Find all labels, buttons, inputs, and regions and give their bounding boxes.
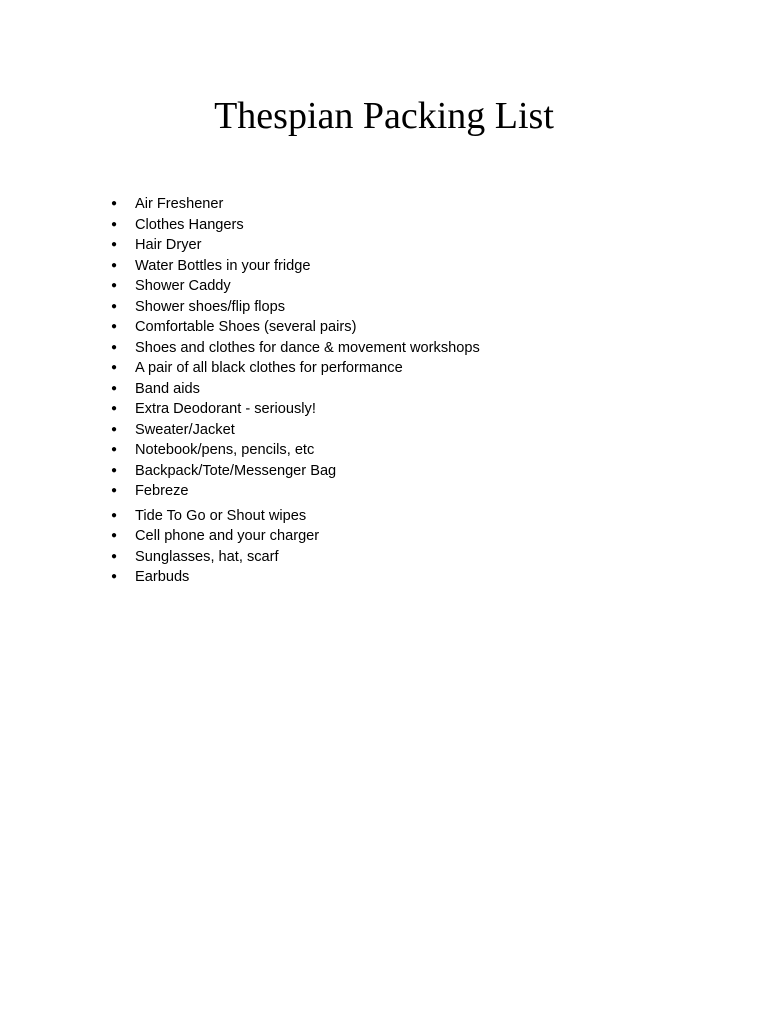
bullet-icon: ● — [111, 485, 118, 496]
bullet-icon: ● — [111, 218, 118, 230]
bullet-icon: ● — [111, 259, 118, 271]
bullet-icon: ● — [111, 403, 118, 414]
list-item — [111, 317, 480, 338]
list-item-text: Sweater/Jacket — [135, 421, 235, 438]
list-item-text: Tide To Go or Shout wipes — [135, 507, 307, 524]
list-item — [111, 235, 480, 256]
bullet-icon: ● — [111, 341, 118, 353]
bullet-icon: ● — [111, 571, 118, 582]
list-item-text: Notebook/pens, pencils, etc — [135, 442, 315, 458]
packing-list — [111, 194, 480, 588]
bullet-icon: ● — [111, 530, 118, 541]
bullet-icon: ● — [111, 300, 118, 312]
list-item — [111, 420, 480, 441]
list-item-text: Comfortable Shoes (several pairs) — [135, 319, 357, 335]
bullet-icon: ● — [111, 239, 118, 250]
list-item — [111, 440, 480, 461]
page-title: Thespian Packing List — [214, 95, 554, 137]
list-item-text: Water Bottles in your fridge — [135, 257, 311, 274]
list-item — [111, 461, 480, 482]
list-item — [111, 358, 480, 379]
list-item — [111, 567, 480, 588]
list-item — [111, 256, 480, 277]
bullet-icon: ● — [111, 423, 118, 435]
list-item-text: Hair Dryer — [135, 237, 202, 253]
bullet-icon: ● — [111, 444, 118, 455]
list-item-text: Band aids — [135, 380, 200, 397]
list-item — [111, 297, 480, 318]
list-item — [111, 338, 480, 359]
bullet-icon: ● — [111, 382, 118, 394]
bullet-icon: ● — [111, 362, 118, 373]
bullet-icon: ● — [111, 550, 118, 562]
list-item — [111, 194, 480, 215]
list-item-text: Febreze — [135, 483, 189, 499]
list-item — [111, 526, 480, 547]
bullet-icon: ● — [111, 509, 118, 521]
list-item-text: Shoes and clothes for dance & movement workshops — [135, 339, 480, 356]
list-item-text: A pair of all black clothes for performance — [135, 360, 403, 376]
list-item — [111, 276, 480, 297]
list-item-text: Air Freshener — [135, 196, 224, 212]
bullet-icon: ● — [111, 464, 118, 476]
list-item-text: Shower Caddy — [135, 278, 231, 294]
bullet-icon: ● — [111, 280, 118, 291]
list-item — [111, 399, 480, 420]
bullet-icon: ● — [111, 321, 118, 332]
list-item-text: Cell phone and your charger — [135, 528, 320, 544]
bullet-icon: ● — [111, 198, 118, 209]
list-item-text: Earbuds — [135, 569, 190, 585]
list-item — [111, 506, 480, 527]
list-item — [111, 547, 480, 568]
list-item — [111, 481, 480, 502]
list-item-text: Extra Deodorant - seriously! — [135, 401, 316, 417]
list-item-text: Clothes Hangers — [135, 216, 244, 233]
list-item-text: Sunglasses, hat, scarf — [135, 548, 279, 565]
list-item-text: Backpack/Tote/Messenger Bag — [135, 462, 337, 479]
list-item — [111, 215, 480, 236]
list-item — [111, 379, 480, 400]
list-item-text: Shower shoes/flip flops — [135, 298, 286, 315]
